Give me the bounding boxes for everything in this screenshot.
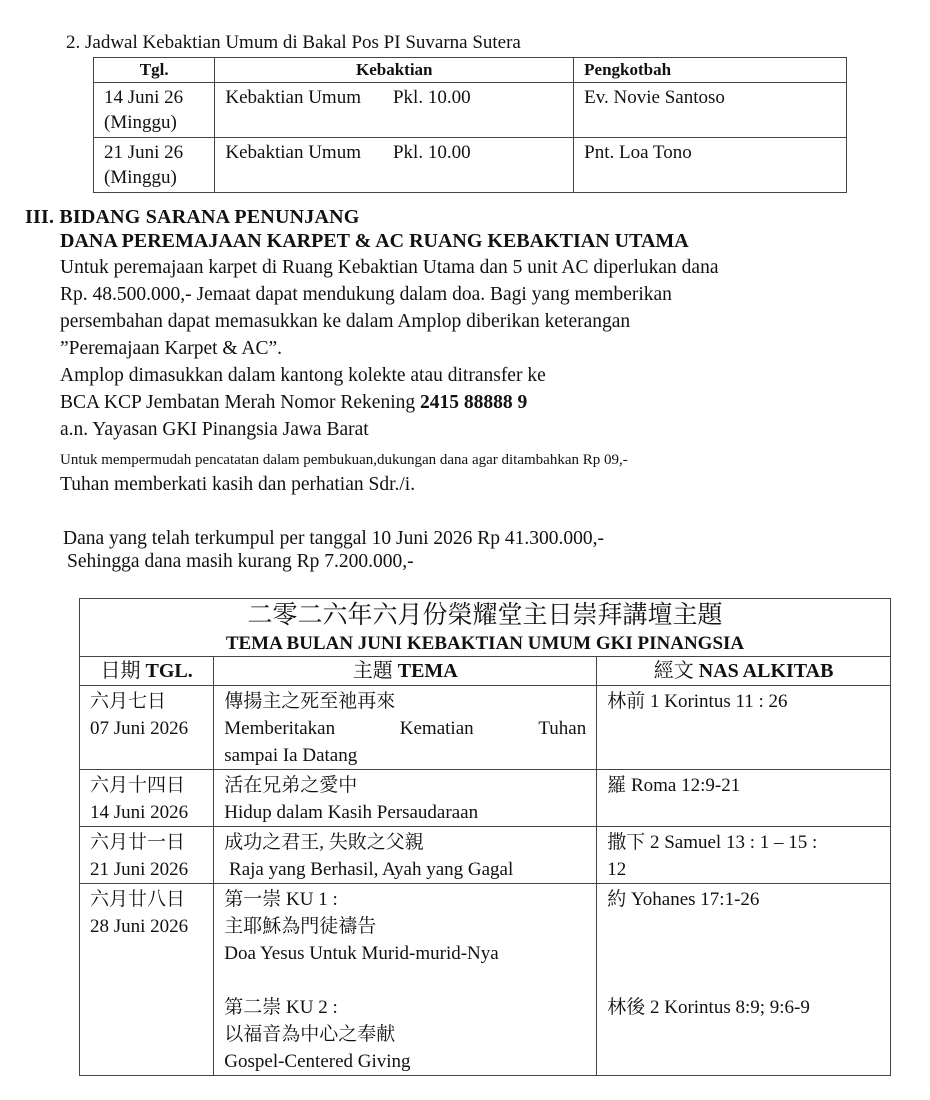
section-subheading: DANA PEREMAJAAN KARPET & AC RUANG KEBAKTIAN UTAMA xyxy=(60,230,689,252)
col-header-date: 日期 TGL. xyxy=(80,657,214,686)
col-header-service: Kebaktian xyxy=(215,58,574,83)
body-line: ”Peremajaan Karpet & AC”. xyxy=(60,338,282,359)
theme-text: 第一崇 KU 1 : 主耶穌為門徒禱告 Doa Yesus Untuk Murid-murid-Nya 第二崇 KU 2 : 以福音為中心之奉献 Gospel-Centered Giving xyxy=(214,884,597,1076)
theme-table xyxy=(79,598,891,1076)
schedule-date: 21 Juni 26 (Minggu) xyxy=(94,138,215,193)
theme-title-id: TEMA BULAN JUNI KEBAKTIAN UMUM GKI PINANGSIA xyxy=(80,631,891,657)
col-header-theme: 主題 TEMA xyxy=(214,657,597,686)
body-line: Amplop dimasukkan dalam kantong kolekte atau ditransfer ke xyxy=(60,365,546,386)
account-name: a.n. Yayasan GKI Pinangsia Jawa Barat xyxy=(60,419,369,440)
col-header-verse: 經文 NAS ALKITAB xyxy=(597,657,891,686)
theme-date: 六月廿八日 28 Juni 2026 xyxy=(80,884,214,1076)
theme-title-row xyxy=(80,599,891,632)
theme-verse: 撒下 2 Samuel 13 : 1 – 15 : 12 xyxy=(597,827,891,884)
body-line: Untuk peremajaan karpet di Ruang Kebaktian Utama dan 5 unit AC diperlukan dana xyxy=(60,257,719,278)
theme-title-cn: 二零二六年六月份榮耀堂主日崇拜講壇主題 xyxy=(80,599,891,632)
collected-line: Dana yang telah terkumpul per tanggal 10 Juni 2026 Rp 41.300.000,- xyxy=(63,528,605,549)
remaining-line: Sehingga dana masih kurang Rp 7.200.000,- xyxy=(67,551,414,572)
blessing-line: Tuhan memberkati kasih dan perhatian Sdr./i. xyxy=(60,474,416,495)
theme-verse: 羅 Roma 12:9-21 xyxy=(597,770,891,827)
schedule-title: 2. Jadwal Kebaktian Umum di Bakal Pos PI Suvarna Sutera xyxy=(66,32,521,53)
account-number: 2415 88888 9 xyxy=(420,392,528,413)
theme-header-row xyxy=(80,657,891,686)
schedule-service: Kebaktian Umum Pkl. 10.00 xyxy=(215,83,574,138)
bank-line: BCA KCP Jembatan Merah Nomor Rekening 2415 88888 9 xyxy=(60,392,528,413)
col-header-preacher: Pengkotbah xyxy=(574,58,847,83)
table-row xyxy=(80,884,891,1076)
schedule-table xyxy=(93,57,847,193)
schedule-date: 14 Juni 26 (Minggu) xyxy=(94,83,215,138)
theme-verse: 林前 1 Korintus 11 : 26 xyxy=(597,686,891,770)
section-heading: III. BIDANG SARANA PENUNJANG xyxy=(25,206,360,228)
theme-date: 六月七日 07 Juni 2026 xyxy=(80,686,214,770)
table-row xyxy=(94,83,847,138)
table-row xyxy=(94,138,847,193)
schedule-header-row xyxy=(94,58,847,83)
col-header-date: Tgl. xyxy=(94,58,215,83)
schedule-preacher: Pnt. Loa Tono xyxy=(574,138,847,193)
theme-date: 六月廿一日 21 Juni 2026 xyxy=(80,827,214,884)
table-row xyxy=(80,770,891,827)
theme-text: 活在兄弟之愛中 Hidup dalam Kasih Persaudaraan xyxy=(214,770,597,827)
theme-text: 成功之君王, 失敗之父親 Raja yang Berhasil, Ayah yang Gagal xyxy=(214,827,597,884)
theme-verse: 約 Yohanes 17:1-26 林後 2 Korintus 8:9; 9:6-9 xyxy=(597,884,891,1076)
note-line: Untuk mempermudah pencatatan dalam pembukuan,dukungan dana agar ditambahkan Rp 09,- xyxy=(60,452,628,468)
table-row xyxy=(80,686,891,770)
table-row xyxy=(80,827,891,884)
theme-text: 傳揚主之死至祂再來 Memberitakan Kematian Tuhan sampai Ia Datang xyxy=(214,686,597,770)
schedule-preacher: Ev. Novie Santoso xyxy=(574,83,847,138)
theme-date: 六月十四日 14 Juni 2026 xyxy=(80,770,214,827)
theme-title-row xyxy=(80,631,891,657)
schedule-service: Kebaktian Umum Pkl. 10.00 xyxy=(215,138,574,193)
body-line: Rp. 48.500.000,- Jemaat dapat mendukung dalam doa. Bagi yang memberikan xyxy=(60,284,672,305)
body-line: persembahan dapat memasukkan ke dalam Amplop diberikan keterangan xyxy=(60,311,631,332)
